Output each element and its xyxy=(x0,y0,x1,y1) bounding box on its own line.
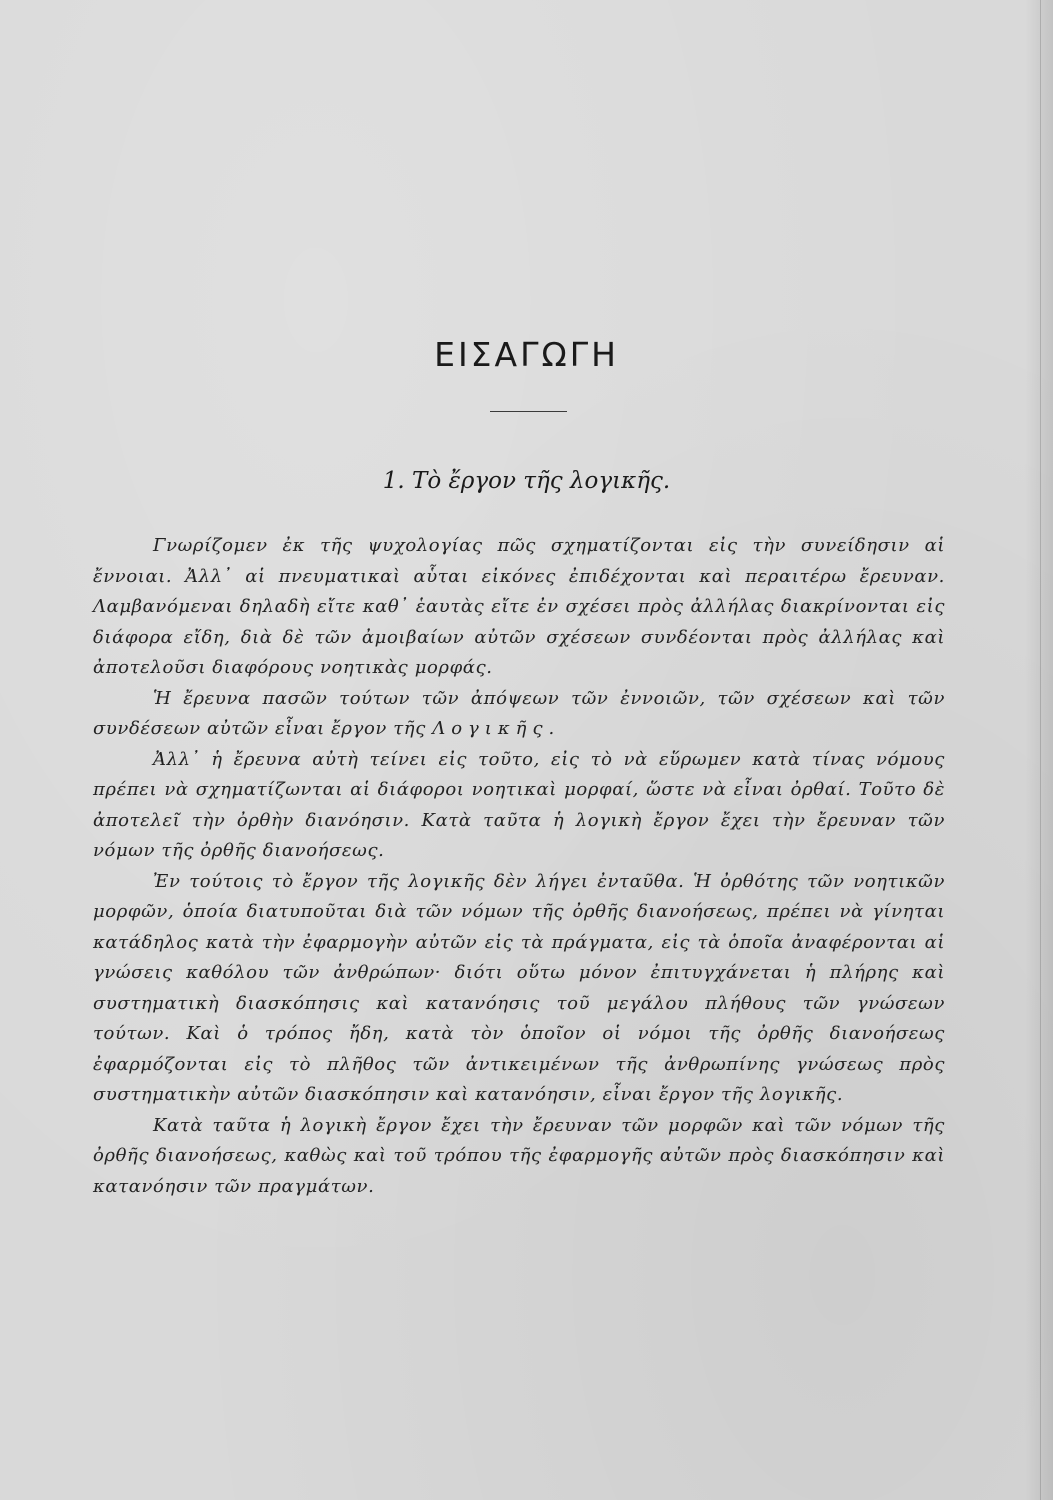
chapter-title: ΕΙΣΑΓΩΓΗ xyxy=(434,335,619,374)
paragraph-5: Κατὰ ταῦτα ἡ λογικὴ ἔργον ἔχει τὴν ἔρευναν τῶν μορφῶν καὶ τῶν νόμων τῆς ὀρθῆς διανοήσεως, καθὼς καὶ τοῦ τρόπου τῆς ἐφαρμογῆς αὐτῶν πρὸς διασκόπησιν καὶ κατανόησιν τῶν πραγμάτων. xyxy=(93,1114,945,1197)
paragraph-2-text: Ἡ ἔρευνα πασῶν τούτων τῶν ἀπόψεων τῶν ἐννοιῶν, τῶν σχέσεων καὶ τῶν συνδέσεων αὐτῶν εἶναι ἔργον τῆς xyxy=(93,687,945,739)
page-fold-line xyxy=(1040,0,1041,1500)
section-heading: 1. Τὸ ἔργον τῆς λογικῆς. xyxy=(382,468,671,494)
paragraph-4: Ἐν τούτοις τὸ ἔργον τῆς λογικῆς δὲν λήγει ἐνταῦθα. Ἡ ὀρθότης τῶν νοητικῶν μορφῶν, ὁποία διατυποῦται διὰ τῶν νόμων τῆς ὀρθῆς διανοήσεως, πρέπει νὰ γίνηται κατάδηλος κατὰ τὴν ἐφαρμογὴν αὐτῶν εἰς τὰ πράγματα, εἰς τὰ ὁποῖα ἀναφέρονται αἱ γνώσεις καθόλου τῶν ἀνθρώπων· διότι οὕτω μόνον ἐπιτυγχάνεται ἡ πλήρης καὶ συστηματικὴ διασκόπησις καὶ κατανόησις τοῦ μεγάλου πλήθους τῶν γνώσεων τούτων. Καὶ ὁ τρόπος ἤδη, κατὰ τὸν ὁποῖον οἱ νόμοι τῆς ὀρθῆς διανοήσεως ἐφαρμόζονται εἰς τὸ πλῆθος τῶν ἀντικειμένων τῆς ἀνθρωπίνης γνώσεως πρὸς συστηματικὴν αὐτῶν διασκόπησιν καὶ κατανόησιν, εἶναι ἔργον τῆς λογικῆς. xyxy=(93,870,945,1105)
page-edge-shadow xyxy=(1025,0,1053,1500)
paragraph-1: Γνωρίζομεν ἐκ τῆς ψυχολογίας πῶς σχηματίζονται εἰς τὴν συνείδησιν αἱ ἔννοιαι. Ἀλλ᾽ αἱ πνευματικαὶ αὗται εἰκόνες ἐπιδέχονται καὶ περαιτέρω ἔρευναν. Λαμβανόμεναι δηλαδὴ εἴτε καθ᾽ ἑαυτὰς εἴτε ἐν σχέσει πρὸς ἀλλήλας διακρίνονται εἰς διάφορα εἴδη, διὰ δὲ τῶν ἀμοιβαίων αὐτῶν σχέσεων συνδέονται πρὸς ἀλλήλας καὶ ἀποτελοῦσι διαφόρους νοητικὰς μορφάς. xyxy=(93,535,945,678)
title-rule xyxy=(490,411,567,412)
spaced-word: Λογικῆς. xyxy=(432,718,561,739)
paragraph-2 xyxy=(93,684,945,745)
body-text xyxy=(93,531,945,1202)
paragraph-3: Ἀλλ᾽ ἡ ἔρευνα αὐτὴ τείνει εἰς τοῦτο, εἰς τὸ νὰ εὕρωμεν κατὰ τίνας νόμους πρέπει νὰ σχηματίζωνται αἱ διάφοροι νοητικαὶ μορφαί, ὥστε νὰ εἶναι ὀρθαί. Τοῦτο δὲ ἀποτελεῖ τὴν ὀρθὴν διανόησιν. Κατὰ ταῦτα ἡ λογικὴ ἔργον ἔχει τὴν ἔρευναν τῶν νόμων τῆς ὀρθῆς διανοήσεως. xyxy=(93,748,945,861)
